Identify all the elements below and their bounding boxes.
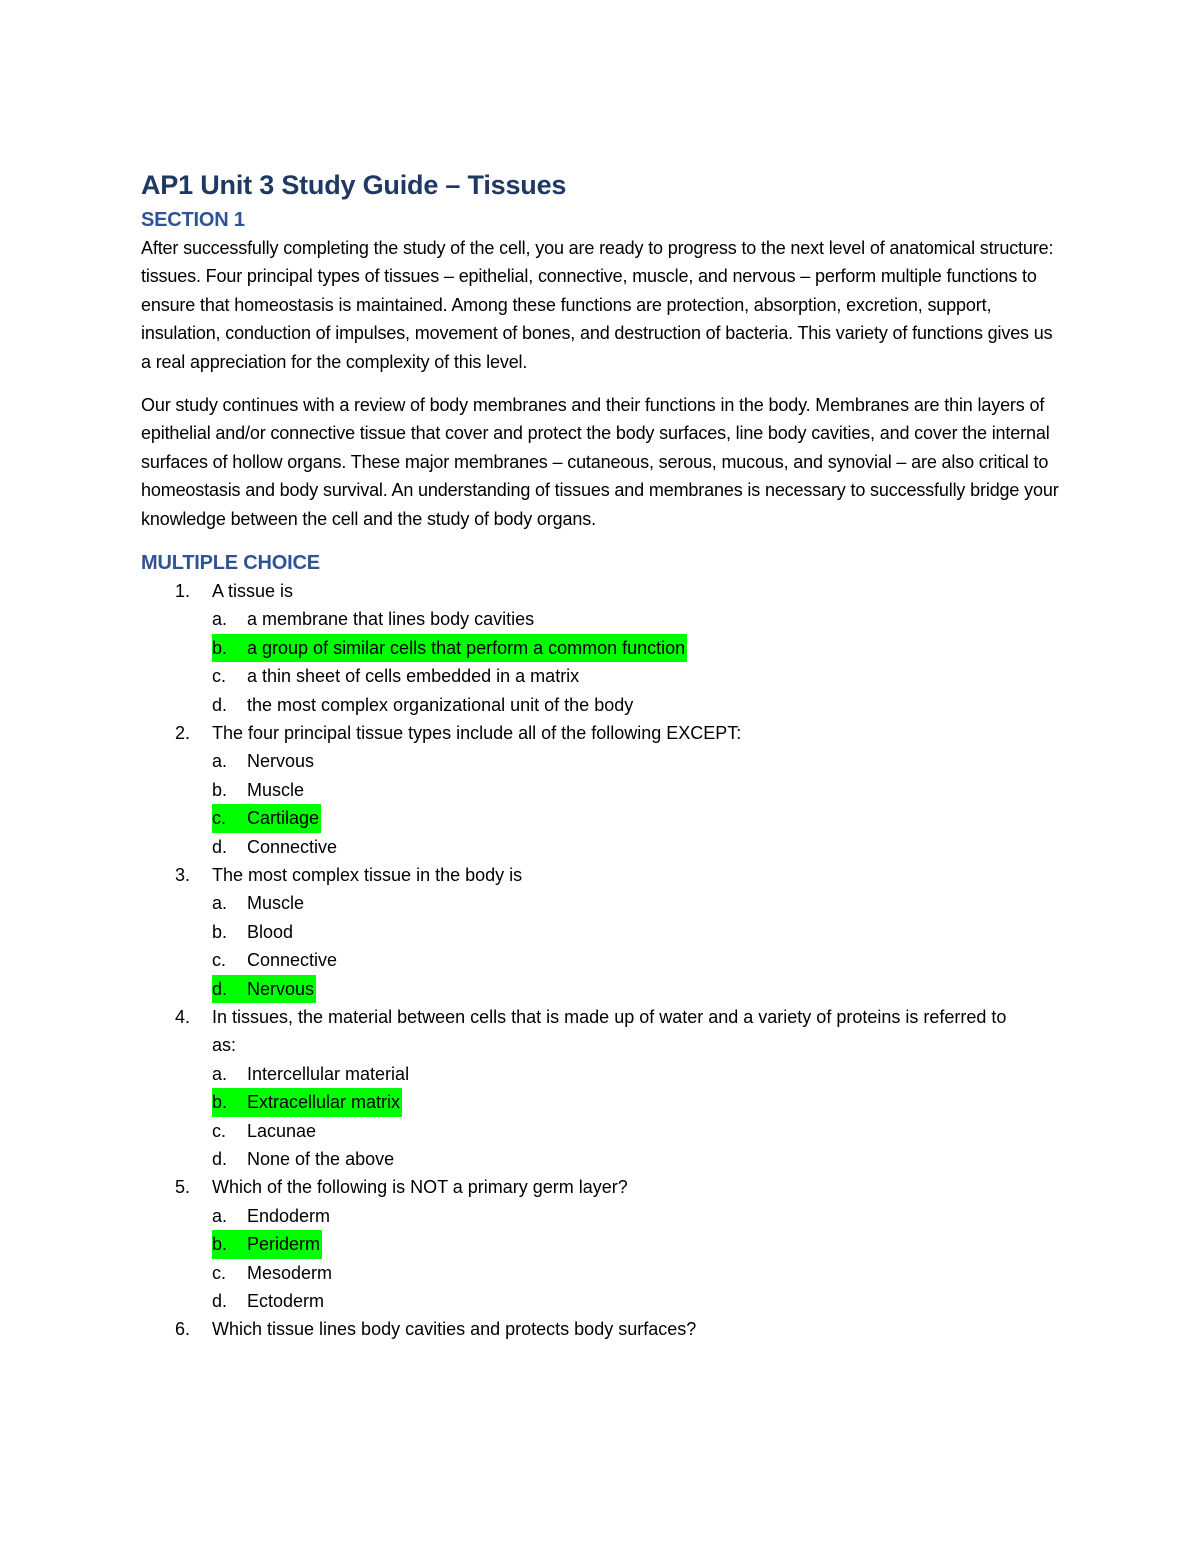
question-item: [141, 577, 1061, 719]
option-text: a membrane that lines body cavities: [247, 609, 535, 630]
option-letter: d.: [212, 836, 228, 857]
option-text: Ectoderm: [247, 1290, 325, 1311]
membranes-paragraph: Our study continues with a review of body membranes and their functions in the body. Membranes are thin layers of epithelial and/or connective tissue that cover and protect the body surfaces, line body cavities, and cover the internal surfaces of hollow organs. These major membranes – cutaneous, serous, mucous, and synovial – are also critical to homeostasis and body survival. An understanding of tissues and membranes is necessary to successfully bridge your knowledge between the cell and the study of body organs.: [141, 395, 1059, 529]
answer-option: [141, 776, 1061, 804]
option-letter: a.: [212, 751, 228, 772]
answer-option-highlighted: [141, 804, 1061, 832]
option-content: [212, 776, 304, 804]
question-list: [141, 577, 1061, 1344]
option-content: [212, 889, 304, 917]
option-content: [212, 833, 337, 861]
option-content: [212, 691, 633, 719]
answer-option: [141, 747, 1061, 775]
option-letter: c.: [212, 808, 227, 829]
option-text: Periderm: [247, 1234, 321, 1255]
question-item: [141, 1173, 1061, 1315]
answer-highlight: [212, 975, 316, 1003]
question-number: 5.: [175, 1177, 191, 1198]
option-letter: d.: [212, 1148, 228, 1169]
intro-paragraph: After successfully completing the study of the cell, you are ready to progress to the next level of anatomical structure: tissues. Four principal types of tissues – epithelial, connective, muscle, and nervous – perform multiple functions to ensure that homeostasis is maintained. Among these functions are protection, absorption, excretion, support, insulation, conduction of impulses, movement of bones, and destruction of bacteria. This variety of functions gives us a real appreciation for the complexity of this level.: [141, 238, 1054, 372]
option-content: [212, 1145, 394, 1173]
option-text: Muscle: [247, 779, 305, 800]
answer-highlight: [212, 1230, 322, 1258]
option-list: [141, 1202, 1061, 1316]
option-letter: d.: [212, 978, 228, 999]
document-page: [141, 168, 1061, 1344]
question-item: [141, 719, 1061, 861]
option-list: [141, 1060, 1061, 1174]
answer-option: [141, 889, 1061, 917]
option-content: [212, 946, 337, 974]
option-letter: c.: [212, 950, 227, 971]
option-content: [212, 605, 534, 633]
question-text: In tissues, the material between cells that is made up of water and a variety of proteins is referred to as:: [212, 1006, 1007, 1056]
option-text: Nervous: [247, 751, 315, 772]
option-text: the most complex organizational unit of the body: [247, 694, 634, 715]
answer-option: [141, 1145, 1061, 1173]
option-content: [212, 1259, 332, 1287]
question-number: 2.: [175, 723, 191, 744]
option-letter: c.: [212, 666, 227, 687]
answer-option: [141, 1202, 1061, 1230]
question-number: 6.: [175, 1319, 191, 1340]
option-text: Lacunae: [247, 1120, 317, 1141]
option-letter: a.: [212, 893, 228, 914]
answer-option: [141, 662, 1061, 690]
option-text: Extracellular matrix: [247, 1092, 401, 1113]
option-letter: d.: [212, 1290, 228, 1311]
option-content: [212, 918, 293, 946]
answer-highlight: [212, 804, 321, 832]
option-letter: a.: [212, 1063, 228, 1084]
option-text: Mesoderm: [247, 1262, 333, 1283]
option-content: [212, 747, 314, 775]
option-text: a group of similar cells that perform a common function: [247, 637, 686, 658]
option-text: a thin sheet of cells embedded in a matrix: [247, 666, 580, 687]
question-text: Which of the following is NOT a primary germ layer?: [212, 1177, 628, 1198]
option-letter: b.: [212, 1234, 228, 1255]
option-letter: d.: [212, 694, 228, 715]
option-letter: b.: [212, 779, 228, 800]
option-list: [141, 605, 1061, 719]
answer-option: [141, 1287, 1061, 1315]
question-text: Which tissue lines body cavities and protects body surfaces?: [212, 1319, 697, 1340]
option-text: None of the above: [247, 1148, 395, 1169]
multiple-choice-heading: MULTIPLE CHOICE: [141, 552, 320, 575]
question-number: 3.: [175, 865, 191, 885]
option-letter: b.: [212, 1092, 228, 1113]
answer-option: [141, 1259, 1061, 1287]
answer-option-highlighted: [141, 1088, 1061, 1116]
option-content: [212, 1202, 330, 1230]
option-letter: a.: [212, 609, 228, 630]
answer-option: [141, 833, 1061, 861]
answer-option: [141, 1117, 1061, 1145]
question-text: The most complex tissue in the body is: [212, 865, 523, 885]
option-letter: c.: [212, 1262, 227, 1283]
answer-option: [141, 946, 1061, 974]
answer-option-highlighted: [141, 975, 1061, 1003]
answer-option: [141, 691, 1061, 719]
answer-option: [141, 918, 1061, 946]
answer-option-highlighted: [141, 1230, 1061, 1258]
answer-option: [141, 605, 1061, 633]
option-letter: b.: [212, 921, 228, 942]
option-letter: a.: [212, 1205, 228, 1226]
question-item: [141, 1315, 1061, 1343]
option-text: Endoderm: [247, 1205, 331, 1226]
option-text: Muscle: [247, 893, 305, 914]
option-text: Blood: [247, 921, 294, 942]
option-text: Connective: [247, 836, 338, 857]
option-content: [212, 1117, 316, 1145]
option-text: Intercellular material: [247, 1063, 410, 1084]
option-content: [212, 1287, 324, 1315]
option-text: Cartilage: [247, 808, 320, 829]
option-list: [141, 889, 1061, 1003]
answer-highlight: [212, 1088, 402, 1116]
option-content: [212, 1060, 409, 1088]
question-item: [141, 861, 1061, 1003]
question-text: A tissue is: [212, 581, 294, 602]
answer-option-highlighted: [141, 634, 1061, 662]
option-list: [141, 747, 1061, 861]
answer-highlight: [212, 634, 687, 662]
option-letter: b.: [212, 637, 228, 658]
answer-option: [141, 1060, 1061, 1088]
page-title: AP1 Unit 3 Study Guide – Tissues: [141, 170, 567, 200]
option-content: [212, 662, 579, 690]
option-text: Connective: [247, 950, 338, 971]
question-text: The four principal tissue types include all of the following EXCEPT:: [212, 723, 742, 744]
option-text: Nervous: [247, 978, 315, 999]
section-heading: SECTION 1: [141, 209, 245, 231]
option-letter: c.: [212, 1120, 227, 1141]
question-item: [141, 1003, 1061, 1173]
question-number: 1.: [175, 581, 191, 602]
question-number: 4.: [175, 1006, 191, 1027]
